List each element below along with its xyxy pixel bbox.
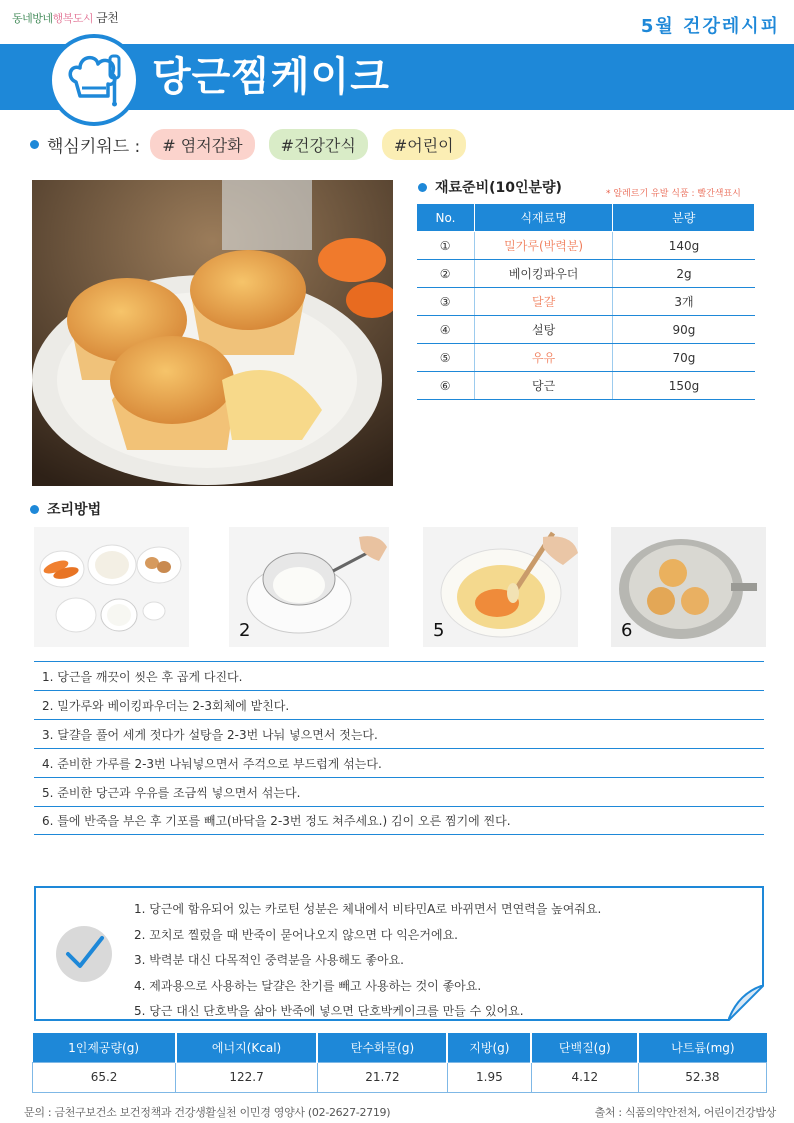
page-curl-icon <box>728 985 764 1021</box>
ingredient-no: ② <box>417 260 475 288</box>
bullet-icon <box>30 505 39 514</box>
step-photo-ingredients <box>34 527 189 647</box>
ingredient-no: ⑥ <box>417 372 475 400</box>
tip-item: 3. 박력분 대신 다목적인 중력분을 사용해도 좋아요. <box>134 953 404 968</box>
footer-contact: 문의 : 금천구보건소 보건정책과 건강생활실천 이민경 영양사 (02-2627-2719) <box>24 1106 391 1119</box>
tip-item: 5. 당근 대신 단호박을 삶아 반죽에 넣으면 단호박케이크를 만들 수 있어요. <box>134 1004 524 1019</box>
table-row <box>417 288 755 316</box>
ingredient-no: ① <box>417 232 475 260</box>
tips-box <box>34 886 764 1021</box>
ingredient-amount: 70g <box>613 344 755 372</box>
step-item: 3. 달걀을 풀어 세게 젓다가 설탕을 2-3번 나눠 넣으면서 젓는다. <box>34 719 764 748</box>
month-title: 5월 건강레시피 <box>640 16 780 37</box>
tip-item: 2. 꼬치로 찔렀을 때 반죽이 묻어나오지 않으면 다 익은거에요. <box>134 927 458 942</box>
table-header-row <box>417 204 755 232</box>
method-heading <box>30 499 101 519</box>
column-header: 지방(g) <box>447 1033 531 1062</box>
nutrition-value: 4.12 <box>531 1062 638 1092</box>
table-row <box>417 372 755 400</box>
table-row <box>33 1062 767 1092</box>
ingredient-amount: 140g <box>613 232 755 260</box>
keyword-tag: #어린이 <box>382 129 466 160</box>
allergy-note: * 알레르기 유발 식품 : 빨간색표시 <box>606 189 741 199</box>
tip-item: 1. 당근에 함유되어 있는 카로틴 성분은 체내에서 비타민A로 바뀌면서 면연력을 높여줘요. <box>134 902 602 917</box>
keyword-tag: # 염저감화 <box>150 129 254 160</box>
step-photo <box>423 527 578 647</box>
step-item: 2. 밀가루와 베이킹파우더는 2-3회체에 밭친다. <box>34 690 764 719</box>
city-logo <box>12 9 118 26</box>
table-row <box>417 344 755 372</box>
city-name: 금천 <box>96 11 119 25</box>
tip-item: 4. 제과용으로 사용하는 달걀은 찬기를 빼고 사용하는 것이 좋아요. <box>134 978 482 993</box>
column-header: 식재료명 <box>474 204 613 232</box>
footer-source: 출처 : 식품의약안전처, 어린이건강밥상 <box>594 1106 776 1119</box>
nutrition-value: 122.7 <box>176 1062 318 1092</box>
ingredients-heading-text: 재료준비(10인분량) <box>435 180 562 196</box>
nutrition-value: 1.95 <box>447 1062 531 1092</box>
ingredient-amount: 90g <box>613 316 755 344</box>
step-item: 1. 당근을 깨끗이 씻은 후 곱게 다진다. <box>34 661 764 690</box>
ingredients-table <box>416 203 755 400</box>
nutrition-table <box>32 1033 767 1093</box>
nutrition-value: 65.2 <box>33 1062 176 1092</box>
steps-list <box>34 661 764 835</box>
column-header: 에너지(Kcal) <box>176 1033 318 1062</box>
ingredient-name: 우유 <box>474 344 613 372</box>
step-photo-number: 5 <box>433 620 445 641</box>
chef-hat-icon <box>62 48 126 112</box>
column-header: 나트륨(mg) <box>638 1033 766 1062</box>
step-photo <box>229 527 389 647</box>
step-photo-number: 2 <box>239 620 251 641</box>
column-header: No. <box>417 204 475 232</box>
keyword-row <box>30 128 480 160</box>
ingredient-no: ④ <box>417 316 475 344</box>
ingredient-amount: 3개 <box>613 288 755 316</box>
bullet-icon <box>418 183 427 192</box>
chef-badge <box>48 34 140 126</box>
nutrition-value: 52.38 <box>638 1062 766 1092</box>
ingredient-amount: 2g <box>613 260 755 288</box>
ingredient-name: 당근 <box>474 372 613 400</box>
keyword-label: 핵심키워드 : <box>47 136 141 157</box>
keyword-tag: #건강간식 <box>269 129 368 160</box>
column-header: 단백질(g) <box>531 1033 638 1062</box>
recipe-title: 당근찜케이크 <box>152 54 390 100</box>
table-header-row <box>33 1033 767 1062</box>
checkmark-icon <box>56 926 112 982</box>
ingredient-name: 밀가루(박력분) <box>474 232 613 260</box>
ingredient-name: 베이킹파우더 <box>474 260 613 288</box>
table-row <box>417 316 755 344</box>
column-header: 분량 <box>613 204 755 232</box>
cake-photo <box>32 180 393 486</box>
ingredient-no: ③ <box>417 288 475 316</box>
table-row <box>417 260 755 288</box>
step-item: 6. 틀에 반죽을 부은 후 기포를 빼고(바닥을 2-3번 정도 쳐주세요.) 김이 오른 찜기에 찐다. <box>34 806 764 835</box>
city-prefix: 동네방네 <box>12 12 53 25</box>
ingredient-name: 설탕 <box>474 316 613 344</box>
method-heading-text: 조리방법 <box>47 502 102 518</box>
column-header: 1인제공량(g) <box>33 1033 176 1062</box>
column-header: 탄수화물(g) <box>317 1033 447 1062</box>
ingredient-no: ⑤ <box>417 344 475 372</box>
city-accent: 행복도시 <box>52 12 94 25</box>
step-photo-number: 6 <box>621 620 633 641</box>
step-photo <box>611 527 766 647</box>
step-item: 4. 준비한 가루를 2-3번 나눠넣으면서 주걱으로 부드럽게 섞는다. <box>34 748 764 777</box>
tips-list <box>134 896 601 1024</box>
ingredient-amount: 150g <box>613 372 755 400</box>
nutrition-value: 21.72 <box>317 1062 447 1092</box>
bullet-icon <box>30 140 39 149</box>
table-row <box>417 232 755 260</box>
ingredients-heading <box>418 177 562 197</box>
ingredient-name: 달걀 <box>474 288 613 316</box>
step-item: 5. 준비한 당근과 우유를 조금씩 넣으면서 섞는다. <box>34 777 764 806</box>
